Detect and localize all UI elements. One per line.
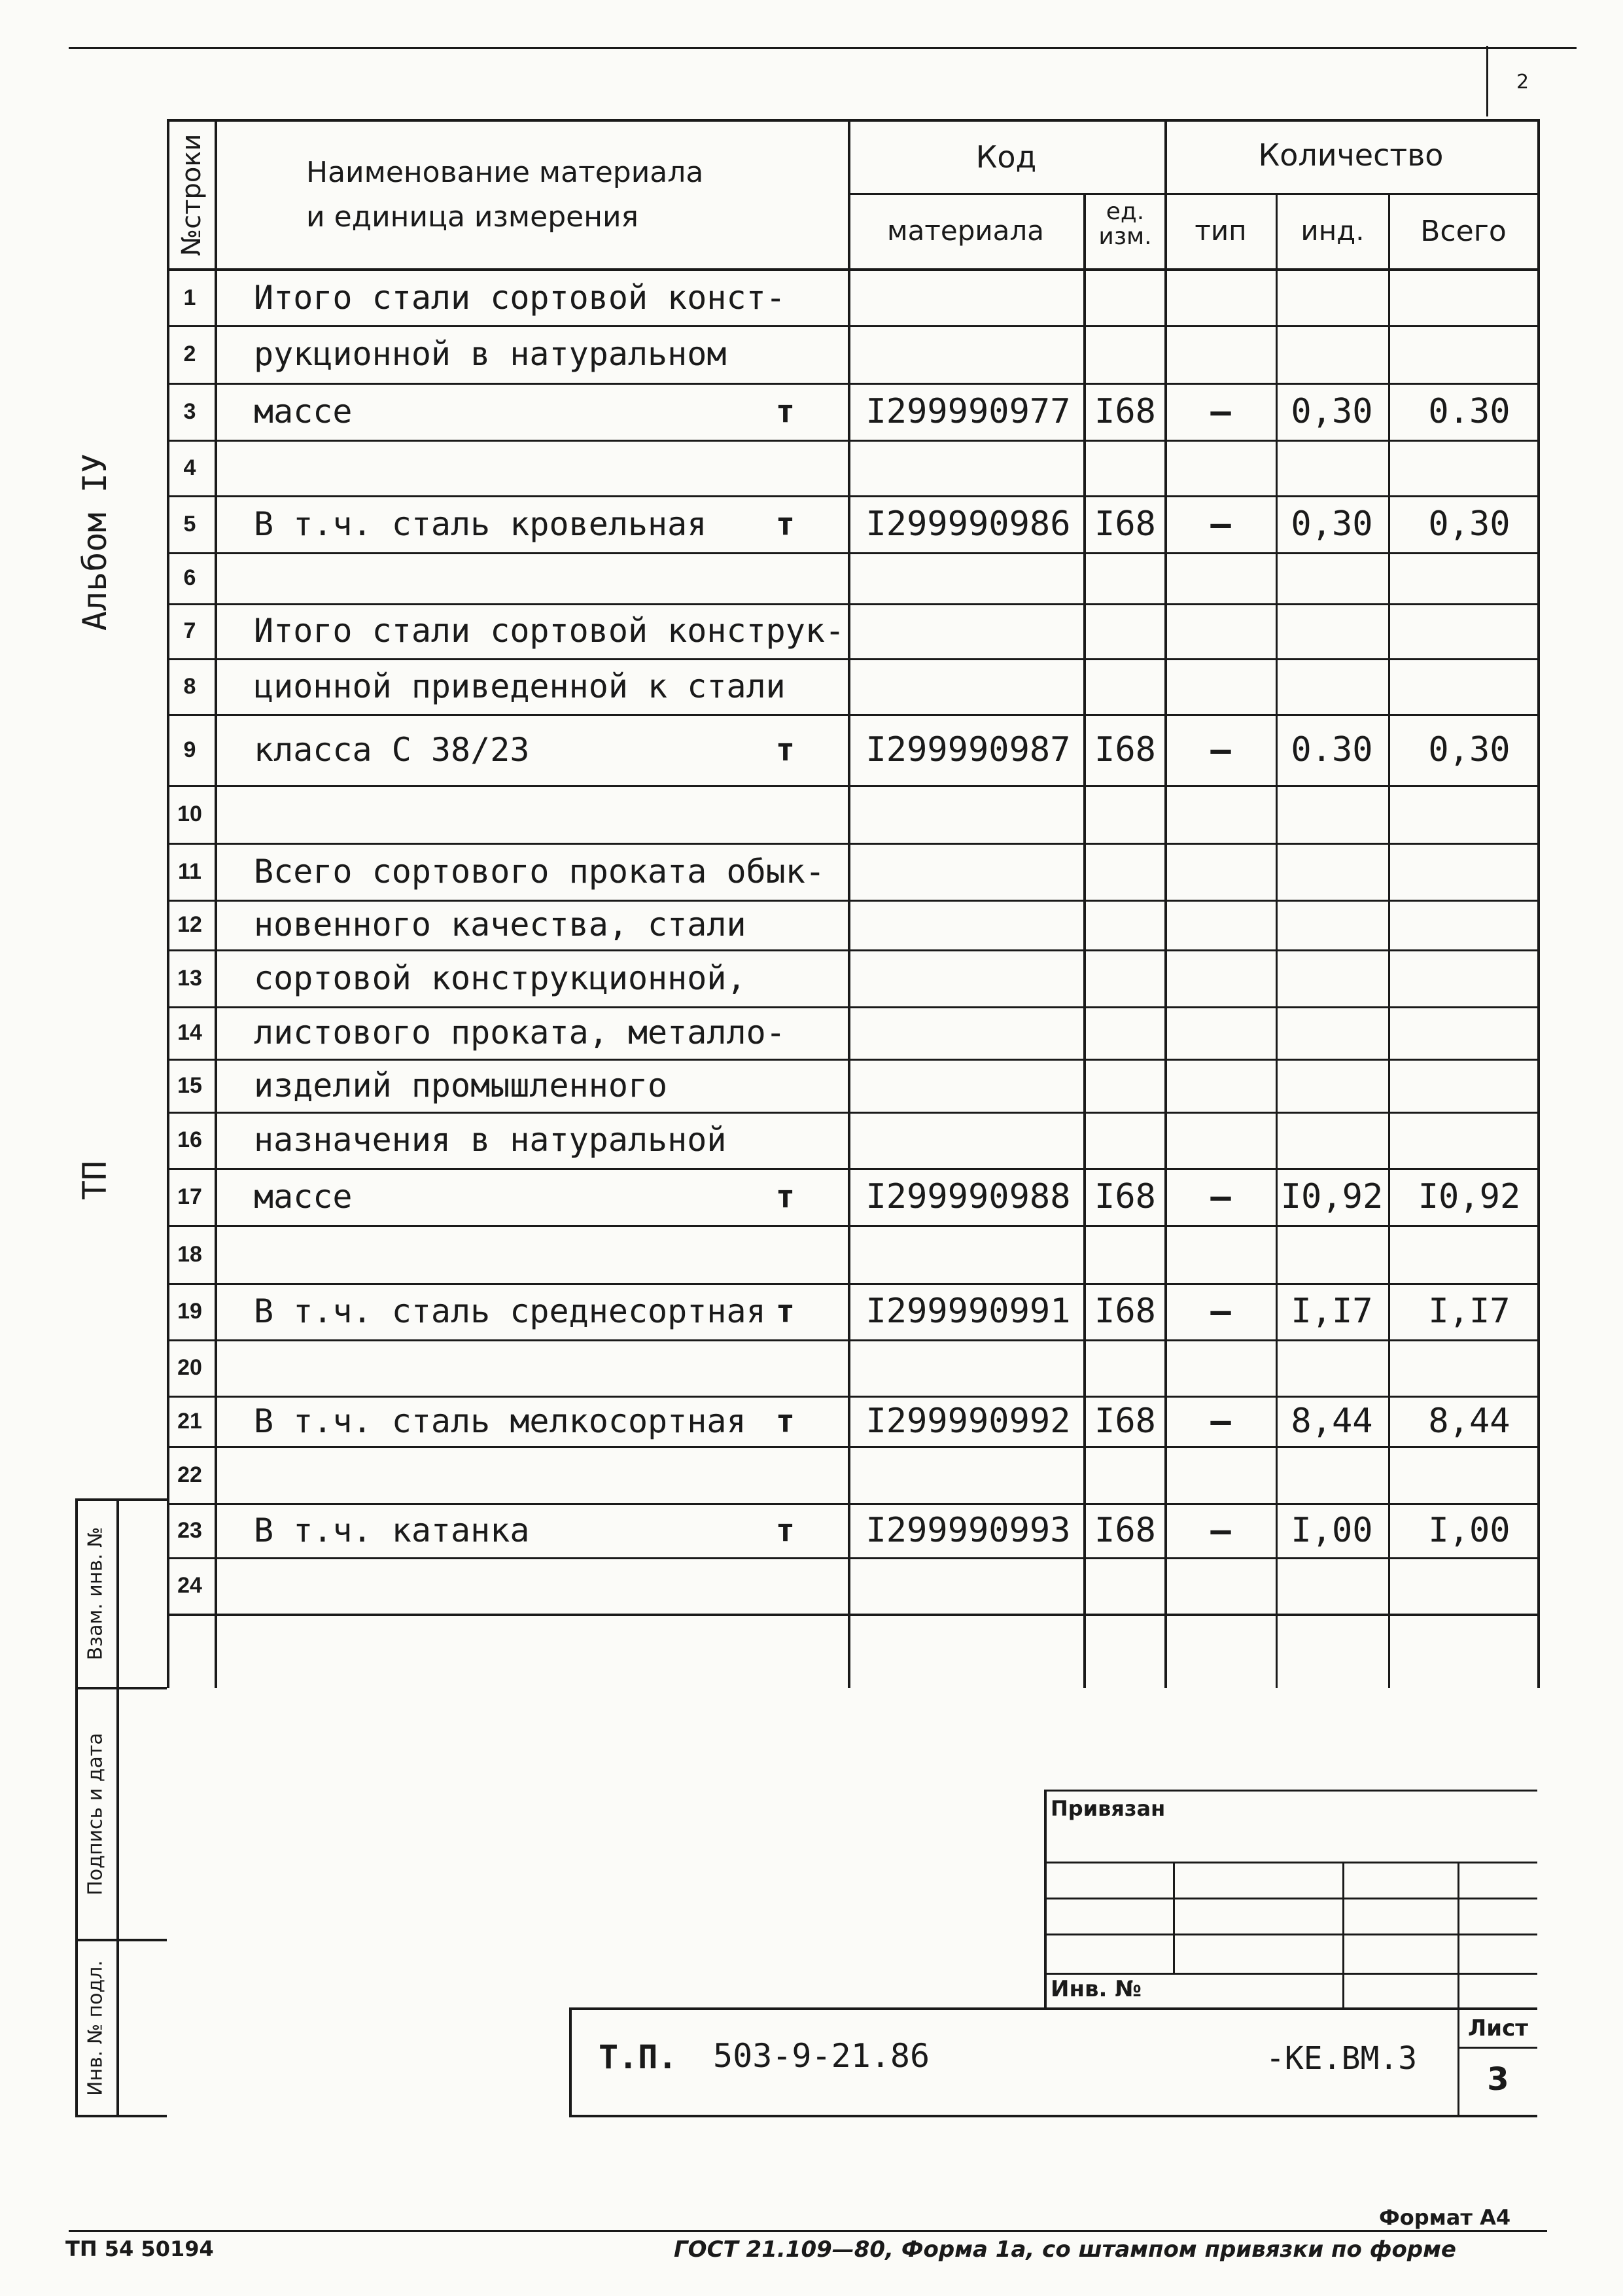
row-divider <box>167 1225 1537 1227</box>
row-number: 18 <box>177 1242 202 1267</box>
row-number: 8 <box>183 674 196 699</box>
stamp-sheet-label: Лист <box>1468 2015 1528 2041</box>
stamp-inv-no: Инв. № <box>1051 1976 1142 2002</box>
material-name: рукционной в натуральном <box>254 335 727 373</box>
header-qty-total: Всего <box>1420 215 1507 248</box>
material-name: Всего сортового проката обык- <box>254 853 825 891</box>
header-quantity-group: Количество <box>1258 137 1444 173</box>
material-name: В т.ч. катанка <box>254 1511 530 1549</box>
material-name: листового проката, металло- <box>254 1014 786 1051</box>
row-divider <box>167 1006 1537 1008</box>
row-number: 10 <box>177 802 202 826</box>
qty-total: 0,30 <box>1428 730 1510 769</box>
row-divider <box>167 900 1537 902</box>
material-code: I299990993 <box>865 1511 1071 1550</box>
header-code-unit-line2: изм. <box>1098 223 1152 250</box>
stamp-privyazan: Привязан <box>1051 1796 1166 1821</box>
qty-total: 0.30 <box>1428 392 1510 431</box>
row-divider <box>167 1339 1537 1341</box>
row-number: 20 <box>177 1355 202 1380</box>
header-code-unit-line1: ед. <box>1106 198 1145 225</box>
unit-symbol: т <box>776 1293 795 1330</box>
unit-symbol: т <box>776 732 795 768</box>
material-code: I299990986 <box>865 504 1071 544</box>
qty-total: 0,30 <box>1428 504 1510 544</box>
unit-symbol: т <box>776 1512 795 1549</box>
unit-code: I68 <box>1094 1177 1156 1216</box>
row-number: 21 <box>177 1409 202 1434</box>
row-number: 12 <box>177 912 202 937</box>
row-number: 14 <box>177 1020 202 1045</box>
qty-total: I0,92 <box>1418 1177 1521 1216</box>
qty-individual: 8,44 <box>1291 1402 1373 1441</box>
unit-code: I68 <box>1094 504 1156 544</box>
material-name: сортовой конструкционной, <box>254 959 746 997</box>
qty-type: – <box>1210 1292 1231 1331</box>
qty-type: – <box>1210 1402 1231 1441</box>
footer-gost: ГОСТ 21.109—80, Форма 1а, со штампом привязки по форме <box>674 2236 1456 2263</box>
corner-page-mark: 2 <box>1516 71 1529 94</box>
row-divider <box>167 1283 1537 1285</box>
material-name: массе <box>254 1178 353 1216</box>
qty-total: I,00 <box>1428 1511 1510 1550</box>
row-number: 23 <box>177 1518 202 1543</box>
qty-individual: I,I7 <box>1291 1292 1373 1331</box>
material-name: В т.ч. сталь кровельная <box>254 505 707 543</box>
row-divider <box>167 1059 1537 1061</box>
margin-vzam-inv: Взам. инв. № <box>84 1527 107 1661</box>
row-divider <box>167 603 1537 605</box>
margin-inv-podl: Инв. № подл. <box>84 1960 107 2096</box>
material-name: массе <box>254 393 353 431</box>
material-name: новенного качества, стали <box>254 906 746 944</box>
row-divider <box>167 1112 1537 1114</box>
qty-total: 8,44 <box>1428 1402 1510 1441</box>
row-divider <box>167 1503 1537 1505</box>
qty-type: – <box>1210 504 1231 544</box>
margin-signature-date: Подпись и дата <box>84 1733 107 1896</box>
row-number: 24 <box>177 1573 202 1598</box>
header-name-line1: Наименование материала <box>306 156 704 189</box>
material-code: I299990977 <box>865 392 1071 431</box>
unit-symbol: т <box>776 506 795 542</box>
header-code-unit <box>1086 200 1164 249</box>
material-code: I299990988 <box>865 1177 1071 1216</box>
row-number: 16 <box>177 1127 202 1152</box>
header-qty-ind: инд. <box>1300 215 1365 247</box>
qty-type: – <box>1210 730 1231 769</box>
row-number: 3 <box>183 399 196 424</box>
qty-type: – <box>1210 1511 1231 1550</box>
stamp-doc-number: 503-9-21.86 <box>713 2037 930 2075</box>
row-divider <box>167 1557 1537 1559</box>
margin-album: Альбом IУ <box>76 453 114 631</box>
material-name: Итого стали сортовой конструк- <box>254 612 845 650</box>
header-code-group: Код <box>975 139 1037 175</box>
stamp-sheet-number: 3 <box>1487 2061 1509 2098</box>
material-name: В т.ч. сталь мелкосортная <box>254 1402 746 1440</box>
unit-symbol: т <box>776 1403 795 1439</box>
material-name: класса С 38/23 <box>254 731 530 769</box>
row-divider <box>167 658 1537 660</box>
row-divider <box>167 495 1537 497</box>
row-divider <box>167 714 1537 716</box>
qty-individual: 0.30 <box>1291 730 1373 769</box>
unit-symbol: т <box>776 1178 795 1215</box>
unit-code: I68 <box>1094 1292 1156 1331</box>
header-row-number: №строки <box>177 133 207 256</box>
row-number: 1 <box>183 285 196 310</box>
margin-tp: ТП <box>76 1160 114 1201</box>
row-number: 22 <box>177 1462 202 1487</box>
material-name: ционной приведенной к стали <box>254 667 786 705</box>
header-name-line2: и единица измерения <box>306 200 639 234</box>
row-number: 2 <box>183 342 196 366</box>
qty-individual: 0,30 <box>1291 392 1373 431</box>
row-divider <box>167 1168 1537 1170</box>
header-qty-type: тип <box>1195 215 1247 247</box>
material-name: изделий промышленного <box>254 1067 668 1104</box>
row-number: 19 <box>177 1299 202 1324</box>
qty-individual: I0,92 <box>1280 1177 1384 1216</box>
row-number: 6 <box>183 565 196 590</box>
unit-code: I68 <box>1094 1511 1156 1550</box>
row-number: 15 <box>177 1073 202 1098</box>
row-divider <box>167 1614 1537 1616</box>
row-number: 7 <box>183 618 196 643</box>
unit-code: I68 <box>1094 730 1156 769</box>
qty-total: I,I7 <box>1428 1292 1510 1331</box>
stamp-doc-prefix: Т.П. <box>599 2038 678 2076</box>
unit-code: I68 <box>1094 1402 1156 1441</box>
row-divider <box>167 383 1537 385</box>
footer-format: Формат А4 <box>1379 2205 1511 2230</box>
row-number: 4 <box>183 455 196 480</box>
unit-code: I68 <box>1094 392 1156 431</box>
material-name: назначения в натуральной <box>254 1121 727 1159</box>
row-number: 5 <box>183 512 196 537</box>
material-code: I299990991 <box>865 1292 1071 1331</box>
row-number: 11 <box>178 859 201 884</box>
qty-individual: I,00 <box>1291 1511 1373 1550</box>
material-code: I299990992 <box>865 1402 1071 1441</box>
qty-individual: 0,30 <box>1291 504 1373 544</box>
stamp-doc-suffix: -КЕ.ВМ.3 <box>1266 2040 1418 2077</box>
row-number: 17 <box>177 1184 202 1209</box>
row-divider <box>167 949 1537 951</box>
material-code: I299990987 <box>865 730 1071 769</box>
row-number: 13 <box>177 966 202 991</box>
qty-type: – <box>1210 1177 1231 1216</box>
row-divider <box>167 1446 1537 1448</box>
row-divider <box>167 1396 1537 1398</box>
row-number: 9 <box>183 737 196 762</box>
material-name: В т.ч. сталь среднесортная <box>254 1292 766 1330</box>
header-code-material: материала <box>886 215 1044 247</box>
qty-type: – <box>1210 392 1231 431</box>
row-divider <box>167 325 1537 327</box>
footer-archive-number: ТП 54 50194 <box>65 2236 214 2261</box>
unit-symbol: т <box>776 393 795 430</box>
row-divider <box>167 785 1537 787</box>
row-divider <box>167 843 1537 845</box>
row-divider <box>167 440 1537 442</box>
material-name: Итого стали сортовой конст- <box>254 279 786 317</box>
row-divider <box>167 552 1537 554</box>
